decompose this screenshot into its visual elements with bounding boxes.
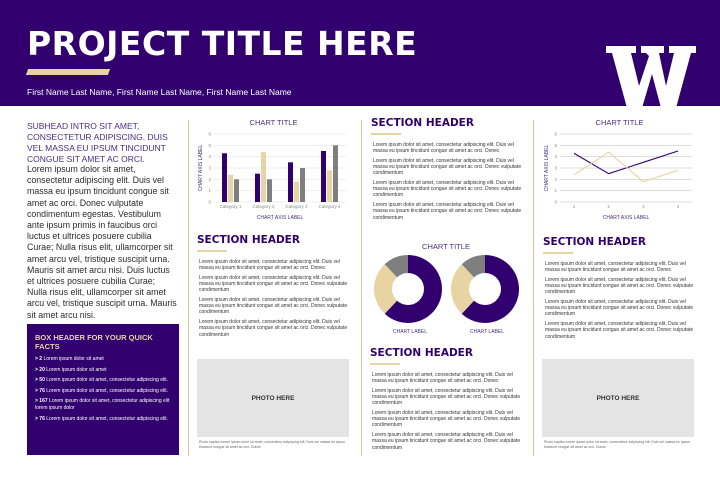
bullet-paragraph: Lorem ipsum dolor sit amet, consectetur adipiscing elit. Duis vel massa eu ipsum tincidunt congue sit amet ac orci. Donec vulputate condimentum [373, 157, 522, 177]
poster-title: PROJECT TITLE HERE [27, 24, 418, 63]
intro-body: Lorem ipsum dolor sit amet, consectetur adipiscing elit. Duis vel massa eu ipsum tincidunt congue sit amet ac orci. Donec vulputate condimentum egestas. Vestibulum ante ipsum primis in faucibus orci luctus et ultrices posuere cubilia Curae; Nulla risus elit, ullamcorper sit amet arcu vel, tristique suscipit urna. Mauris sit amet arcu nisi. Duis luctus et ultrices posuere cubilia Curae; Nulla risus elit, ullamcorper sit amet arcu vel, tristique suscipit urna. Mauris sit amet arcu nisi. [27, 164, 177, 320]
photo-caption-2: Photo caption lorem ipsum dolor sit amet, consectetur adipiscing elit. Duis vel massa eu ipsum tincidunt congue sit amet ac orci. Donec [544, 440, 691, 449]
quick-facts-box [27, 324, 179, 455]
intro-subhead: SUBHEAD INTRO SIT AMET, CONSECTETUR ADIPISCING. DUIS VEL MASSA EU IPSUM TINCIDUNT CONGUE SIT AMET AC ORCI. [27, 121, 168, 164]
x-tick-label: Category 1 [219, 204, 242, 209]
bullet-paragraph: Lorem ipsum dolor sit amet, consectetur adipiscing elit. Duis vel massa eu ipsum tincidunt congue sit amet ac orci. Donec vulputate condimentum [372, 432, 521, 451]
bar-chart-title: CHART TITLE [249, 118, 298, 127]
bar [234, 179, 239, 202]
y-tick-label: 5 [554, 142, 557, 148]
x-axis-label: CHART AXIS LABEL [602, 215, 650, 221]
donut-slice [391, 264, 408, 271]
quick-fact-number: > 2 [35, 356, 44, 362]
bar [288, 162, 293, 202]
bullet-paragraph: Lorem ipsum dolor sit amet, consectetur adipiscing elit. Duis vel massa eu ipsum tincidunt congue sit amet ac orci. Donec vulputate condimentum [372, 410, 521, 429]
bar [294, 182, 299, 202]
bar [321, 151, 326, 202]
quick-fact-text: Lorem ipsum dolor sit amet [43, 356, 104, 362]
quick-facts-list [35, 356, 171, 422]
bullet-paragraph: Lorem ipsum dolor sit amet, consectetur adipiscing elit. Duis vel massa eu ipsum tincidunt congue sit amet ac orci. Donec vulputate condimentum [372, 387, 521, 407]
y-axis-label: CHART AXIS LABEL [198, 144, 204, 192]
bullet-paragraph: Lorem ipsum dolor sit amet, consectetur adipiscing elit. Duis vel massa eu ipsum tincidunt congue sit amet ac orci. Donec vulputate condimentum [545, 321, 694, 340]
uw-logo-icon [606, 46, 696, 108]
section-header-1: SECTION HEADER [197, 234, 300, 246]
x-tick-label: Category 4 [318, 204, 341, 209]
lead-paragraph: Lorem ipsum dolor sit amet, consectetur adipiscing elit. Duis vel massa eu ipsum tincidunt congue sit amet ac orci. Donec [545, 261, 686, 274]
section-rule [370, 363, 400, 365]
bullet-paragraph: Lorem ipsum dolor sit amet, consectetur adipiscing elit. Duis vel massa eu ipsum tincidunt congue sit amet ac orci. Donec vulputate condimentum [373, 202, 522, 221]
x-axis-label: CHART AXIS LABEL [256, 215, 304, 221]
quick-fact-item [35, 398, 171, 411]
quick-fact-text: Lorem ipsum dolor sit amet [46, 366, 107, 373]
line-chart [542, 128, 697, 226]
donut-slice [460, 271, 468, 307]
bullet-paragraph: Lorem ipsum dolor sit amet, consectetur adipiscing elit. Duis vel massa eu ipsum tincidunt congue sit amet ac orci. Donec vulputate condimentum [199, 274, 348, 294]
line-series [574, 151, 678, 174]
bar [267, 179, 272, 202]
quick-fact-number: > 167 [35, 398, 50, 405]
bullet-paragraph: Lorem ipsum dolor sit amet, consectetur adipiscing elit. Duis vel massa eu ipsum tincidunt congue sit amet ac orci. Donec vulputate condimentum [199, 319, 348, 338]
box-header: BOX HEADER FOR YOUR QUICK FACTS [35, 333, 153, 351]
lead-paragraph: Lorem ipsum dolor sit amet, consectetur adipiscing elit. Duis vel massa eu ipsum tincidunt congue sit amet ac orci. Donec [199, 259, 340, 272]
bullet-paragraph: Lorem ipsum dolor sit amet, consectetur adipiscing elit. Duis vel massa eu ipsum tincidunt congue sit amet ac orci. Donec vulputate condimentum [199, 297, 348, 316]
bar [300, 168, 305, 202]
y-tick-label: 0 [554, 199, 557, 205]
author-list: First Name Last Name, First Name Last Name, First Name Last Name [27, 87, 292, 97]
quick-fact-number: > 50 [35, 377, 47, 384]
donut-chart-1 [372, 253, 444, 325]
quick-fact-number: > 20 [35, 366, 47, 373]
column-divider [361, 120, 362, 456]
y-tick-label: 0 [208, 199, 211, 205]
section-rule [371, 133, 401, 135]
donut-chart-title: CHART TITLE [422, 242, 470, 251]
section-3-text [372, 372, 524, 454]
section-2-text [373, 142, 525, 224]
bar [333, 145, 338, 202]
y-tick-label: 4 [554, 154, 557, 160]
y-tick-label: 4 [208, 154, 211, 160]
donut-chart-2 [449, 253, 521, 325]
y-tick-label: 3 [554, 165, 557, 171]
section-rule [543, 252, 573, 254]
donut-slice [468, 264, 485, 271]
bullet-paragraph: Lorem ipsum dolor sit amet, consectetur adipiscing elit. Duis vel massa eu ipsum tincidunt congue sit amet ac orci. Donec vulputate condimentum [545, 299, 694, 318]
photo-placeholder-2: PHOTO HERE [542, 359, 694, 437]
bar [327, 170, 332, 202]
bar [222, 153, 227, 202]
line-chart-title: CHART TITLE [595, 118, 644, 127]
bar-chart [196, 128, 351, 226]
quick-fact-item [35, 356, 171, 363]
y-tick-label: 2 [208, 176, 211, 182]
x-tick-label: 2 [607, 204, 610, 209]
x-tick-label: 1 [572, 204, 576, 209]
y-tick-label: 6 [554, 131, 557, 137]
bar [261, 152, 266, 202]
donut-slice [383, 271, 391, 307]
photo-placeholder-1: PHOTO HERE [197, 359, 349, 437]
quick-fact-item [35, 416, 171, 423]
x-tick-label: 3 [642, 204, 645, 209]
donut-label-2: CHART LABEL [470, 329, 504, 335]
bullet-paragraph: Lorem ipsum dolor sit amet, consectetur adipiscing elit. Duis vel massa eu ipsum tincidunt congue sit amet ac orci. Donec vulputate condimentum [545, 276, 694, 296]
y-axis-label: CHART AXIS LABEL [544, 144, 550, 192]
section-rule [197, 250, 227, 252]
quick-fact-item [35, 388, 171, 395]
quick-fact-item [35, 377, 171, 384]
lead-paragraph: Lorem ipsum dolor sit amet, consectetur adipiscing elit. Duis vel massa eu ipsum tincidunt congue sit amet ac orci. Donec [372, 372, 513, 385]
quick-fact-number: > 76 [35, 415, 47, 422]
photo-caption-1: Photo caption lorem ipsum dolor sit amet, consectetur adipiscing elit. Duis vel massa eu ipsum tincidunt congue sit amet ac orci. Donec [199, 440, 346, 449]
quick-fact-text: Lorem ipsum dolor sit amet, consectetur adipiscing elit. [46, 387, 168, 394]
quick-fact-text: Lorem ipsum dolor sit amet, consectetur adipiscing elit. [46, 415, 168, 422]
y-tick-label: 2 [554, 176, 557, 182]
bar [228, 175, 233, 202]
bar [255, 174, 260, 202]
y-tick-label: 5 [208, 142, 211, 148]
title-accent-bar [26, 69, 110, 75]
y-tick-label: 6 [208, 131, 211, 137]
section-4-text [545, 261, 697, 343]
quick-fact-text: Lorem ipsum dolor sit amet, consectetur adipiscing elit lorem ipsum dolor [35, 398, 170, 411]
y-tick-label: 3 [208, 165, 211, 171]
y-tick-label: 1 [208, 188, 211, 194]
column-divider [188, 120, 189, 456]
x-tick-label: Category 2 [252, 204, 275, 209]
quick-fact-number: > 76 [35, 387, 47, 394]
bullet-paragraph: Lorem ipsum dolor sit amet, consectetur adipiscing elit. Duis vel massa eu ipsum tincidunt congue sit amet ac orci. Donec vulputate condimentum [373, 180, 522, 199]
section-1-text [199, 259, 353, 341]
lead-paragraph: Lorem ipsum dolor sit amet, consectetur adipiscing elit. Duis vel massa eu ipsum tincidunt congue sit amet ac orci. Donec [373, 142, 514, 155]
section-header-4: SECTION HEADER [543, 236, 646, 248]
y-tick-label: 1 [554, 188, 557, 194]
donut-label-1: CHART LABEL [393, 329, 427, 335]
section-header-3: SECTION HEADER [370, 347, 473, 359]
column-divider [533, 120, 534, 456]
quick-fact-item [35, 367, 171, 374]
x-tick-label: Category 3 [285, 204, 308, 209]
section-header-2: SECTION HEADER [371, 117, 474, 129]
quick-fact-text: Lorem ipsum dolor sit amet, consectetur adipiscing elit. [46, 377, 168, 384]
x-tick-label: 4 [676, 204, 680, 209]
